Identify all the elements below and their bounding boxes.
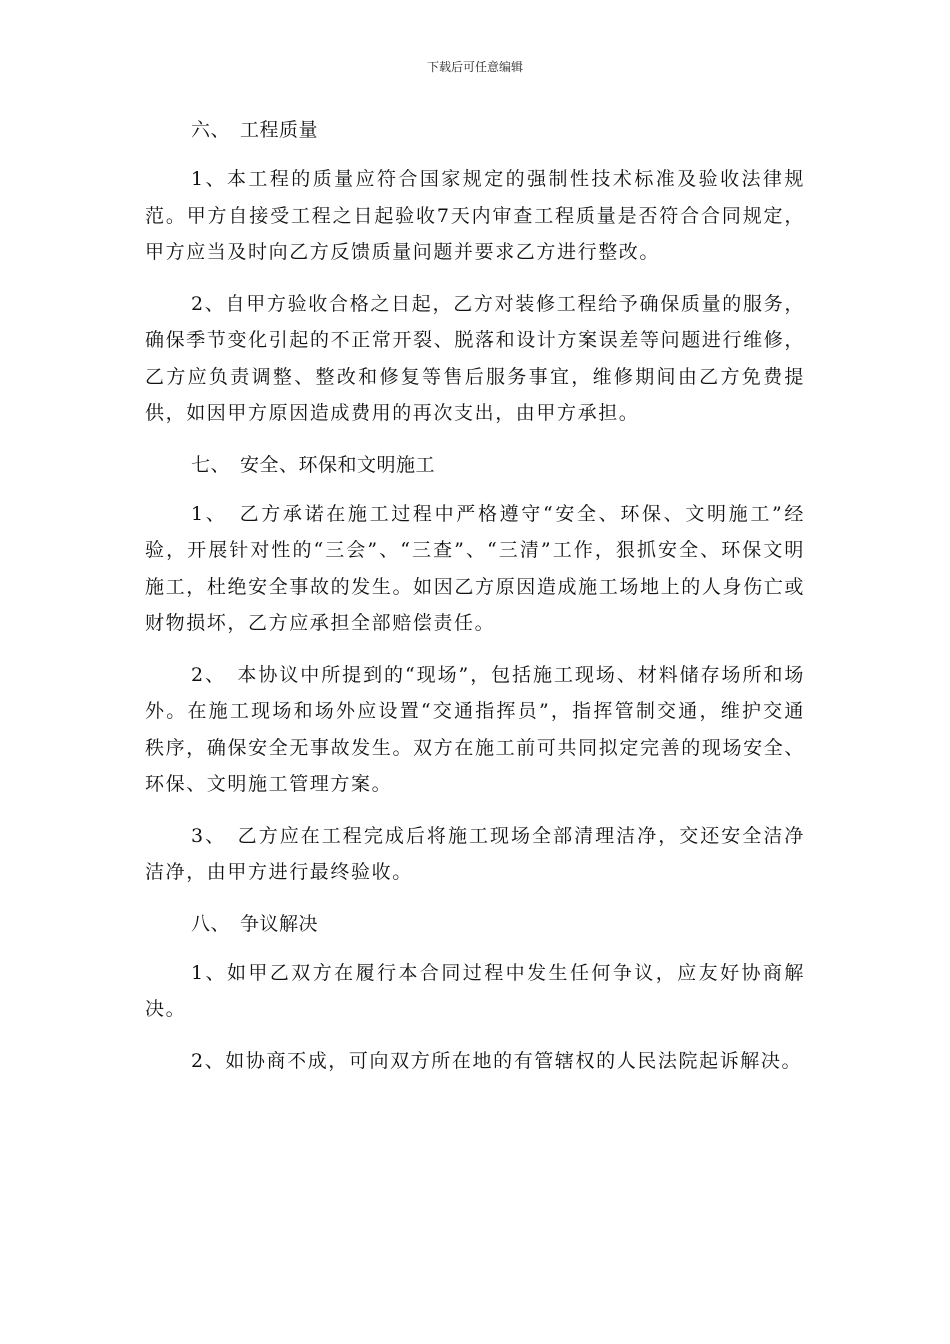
section-safety — [145, 447, 805, 891]
paragraph: 2、如协商不成，可向双方所在地的有管辖权的人民法院起诉解决。 — [191, 1049, 803, 1072]
section-heading: 七、 安全、环保和文明施工 — [191, 453, 436, 476]
document-body — [145, 112, 805, 1094]
section-heading: 六、 工程质量 — [191, 119, 319, 141]
paragraph: 1、如甲乙双方在履行本合同过程中发生任何争议，应友好协商解决。 — [145, 961, 805, 1020]
section-heading: 八、 争议解决 — [191, 912, 319, 935]
section-dispute — [145, 906, 805, 1080]
paragraph: 1、本工程的质量应符合国家规定的强制性技术标准及验收法律规范。甲方自接受工程之日起验收7天内审查工程质量是否符合合同规定，甲方应当及时向乙方反馈质量问题并要求乙方进行整改。 — [145, 168, 805, 263]
section-quality — [145, 112, 805, 432]
paragraph: 2、自甲方验收合格之日起，乙方对装修工程给予确保质量的服务，确保季节变化引起的不正常开裂、脱落和设计方案误差等问题进行维修，乙方应负责调整、整改和修复等售后服务事宜，维修期间由乙方免费提供，如因甲方原因造成费用的再次支出，由甲方承担。 — [145, 292, 805, 424]
paragraph: 1、 乙方承诺在施工过程中严格遵守“安全、环保、文明施工”经验，开展针对性的“三会”、“三查”、“三清”工作，狠抓安全、环保文明施工，杜绝安全事故的发生。如因乙方原因造成施工场地上的人身伤亡或财物损坏，乙方应承担全部赔偿责任。 — [145, 502, 805, 634]
header-note: 下载后可任意编辑 — [426, 60, 523, 74]
paragraph: 3、 乙方应在工程完成后将施工现场全部清理洁净，交还安全洁净洁净，由甲方进行最终验收。 — [145, 824, 805, 883]
paragraph: 2、 本协议中所提到的“现场”，包括施工现场、材料储存场所和场外。在施工现场和场外应设置“交通指挥员”，指挥管制交通，维护交通秩序，确保安全无事故发生。双方在施工前可共同拟定完善的现场安全、环保、文明施工管理方案。 — [145, 663, 805, 795]
